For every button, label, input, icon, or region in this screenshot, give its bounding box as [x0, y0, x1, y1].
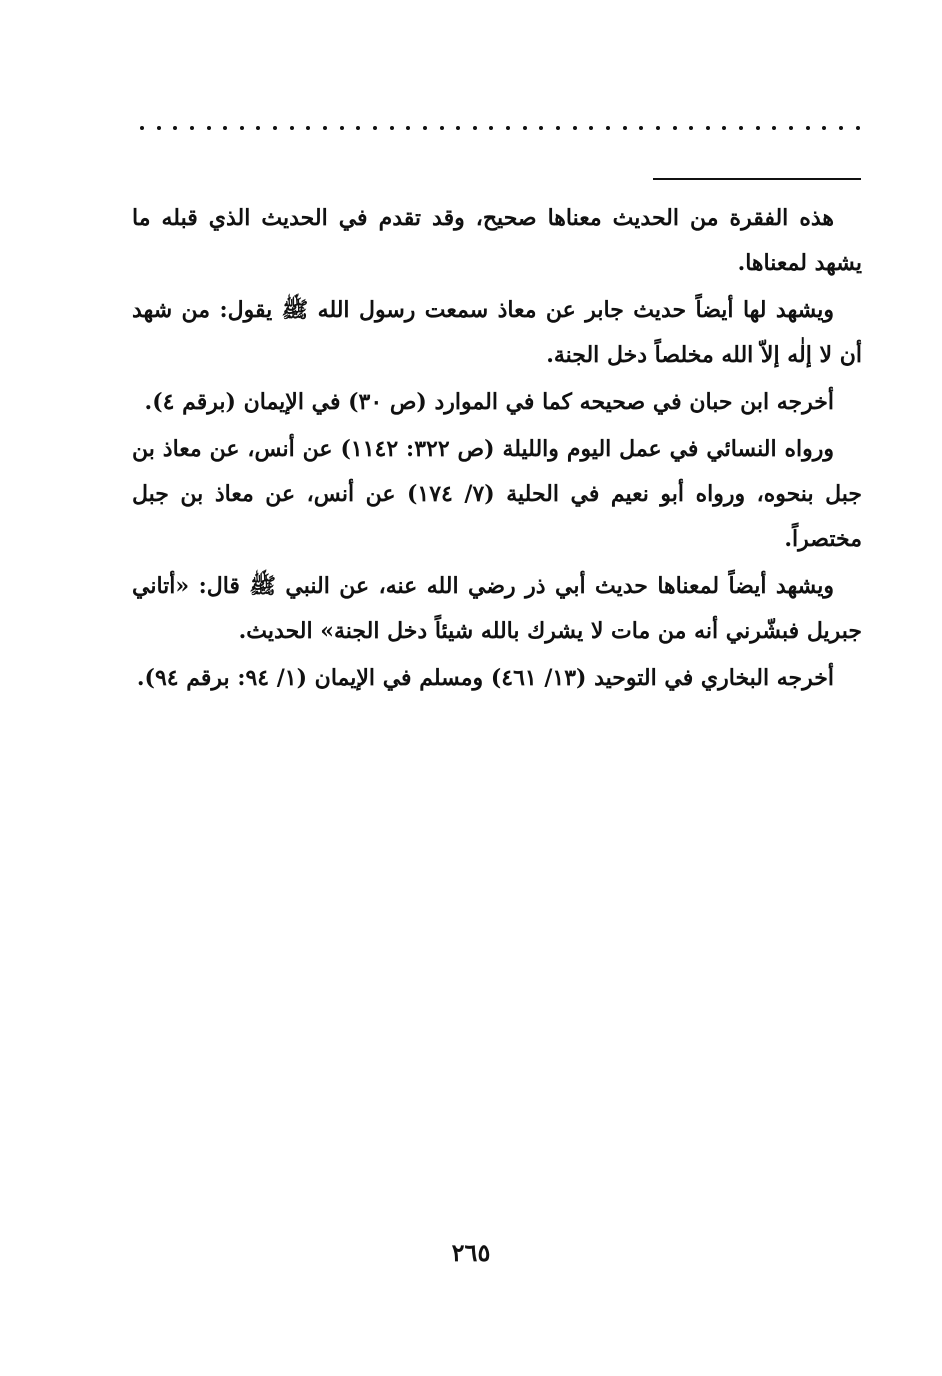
- footnote-rule: [653, 178, 861, 180]
- separator-dot: [456, 126, 460, 130]
- separator-dot: [423, 126, 427, 130]
- separator-dot: [539, 126, 543, 130]
- footnote-paragraph: هذه الفقرة من الحديث معناها صحيح، وقد تقدم في الحديث الذي قبله ما يشهد لمعناها.: [132, 205, 862, 276]
- separator-dot: [523, 126, 527, 130]
- separator-dot: [440, 126, 444, 130]
- separator-dot: [373, 126, 377, 130]
- separator-dot: [573, 126, 577, 130]
- footnote-paragraph: ويشهد أيضاً لمعناها حديث أبي ذر رضي الله عنه، عن النبي ﷺ قال: «أتاني جبريل فبشّرني أنه من مات لا يشرك بالله شيئاً دخل الجنة» الحديث.: [132, 573, 862, 644]
- separator-dot: [656, 126, 660, 130]
- separator-dot: [673, 126, 677, 130]
- separator-dot: [390, 126, 394, 130]
- separator-dot: [589, 126, 593, 130]
- separator-dot: [856, 126, 860, 130]
- separator-dot: [623, 126, 627, 130]
- separator-dot: [556, 126, 560, 130]
- footnote-paragraph: أخرجه البخاري في التوحيد (١٣/ ٤٦١) ومسلم في الإيمان (١/ ٩٤: برقم ٩٤).: [136, 665, 834, 691]
- separator-dot: [473, 126, 477, 130]
- separator-dot: [756, 126, 760, 130]
- separator-dot: [157, 126, 161, 130]
- separator-dot: [406, 126, 410, 130]
- separator-dot: [639, 126, 643, 130]
- footnote-paragraph: ورواه النسائي في عمل اليوم والليلة (ص ٣٢٢: ١١٤٢) عن أنس، عن معاذ بن جبل بنحوه، ورواه أبو نعيم في الحلية (٧/ ١٧٤) عن أنس، عن معاذ بن جبل مختصراً.: [132, 436, 862, 552]
- footnote-paragraph: أخرجه ابن حبان في صحيحه كما في الموارد (ص ٣٠) في الإيمان (برقم ٤).: [144, 389, 834, 415]
- separator-dot: [173, 126, 177, 130]
- separator-dot: [489, 126, 493, 130]
- separator-dot: [223, 126, 227, 130]
- separator-dot: [772, 126, 776, 130]
- separator-dot: [190, 126, 194, 130]
- page-number: ٢٦٥: [451, 1238, 491, 1267]
- footnote-section: [132, 196, 862, 703]
- separator-dot: [606, 126, 610, 130]
- separator-dot: [290, 126, 294, 130]
- separator-dot: [689, 126, 693, 130]
- separator-dot: [506, 126, 510, 130]
- separator-dots: [140, 116, 860, 140]
- separator-dot: [207, 126, 211, 130]
- separator-dot: [340, 126, 344, 130]
- separator-dot: [356, 126, 360, 130]
- separator-dot: [822, 126, 826, 130]
- footnote-paragraph: ويشهد لها أيضاً حديث جابر عن معاذ سمعت رسول الله ﷺ يقول: من شهد أن لا إلٰه إلاّ الله مخلصاً دخل الجنة.: [132, 297, 862, 368]
- separator-dot: [256, 126, 260, 130]
- separator-dot: [323, 126, 327, 130]
- separator-dot: [739, 126, 743, 130]
- separator-dot: [806, 126, 810, 130]
- separator-dot: [722, 126, 726, 130]
- separator-dot: [240, 126, 244, 130]
- separator-dot: [706, 126, 710, 130]
- separator-dot: [789, 126, 793, 130]
- separator-dot: [273, 126, 277, 130]
- separator-dot: [839, 126, 843, 130]
- separator-dot: [306, 126, 310, 130]
- separator-dot: [140, 126, 144, 130]
